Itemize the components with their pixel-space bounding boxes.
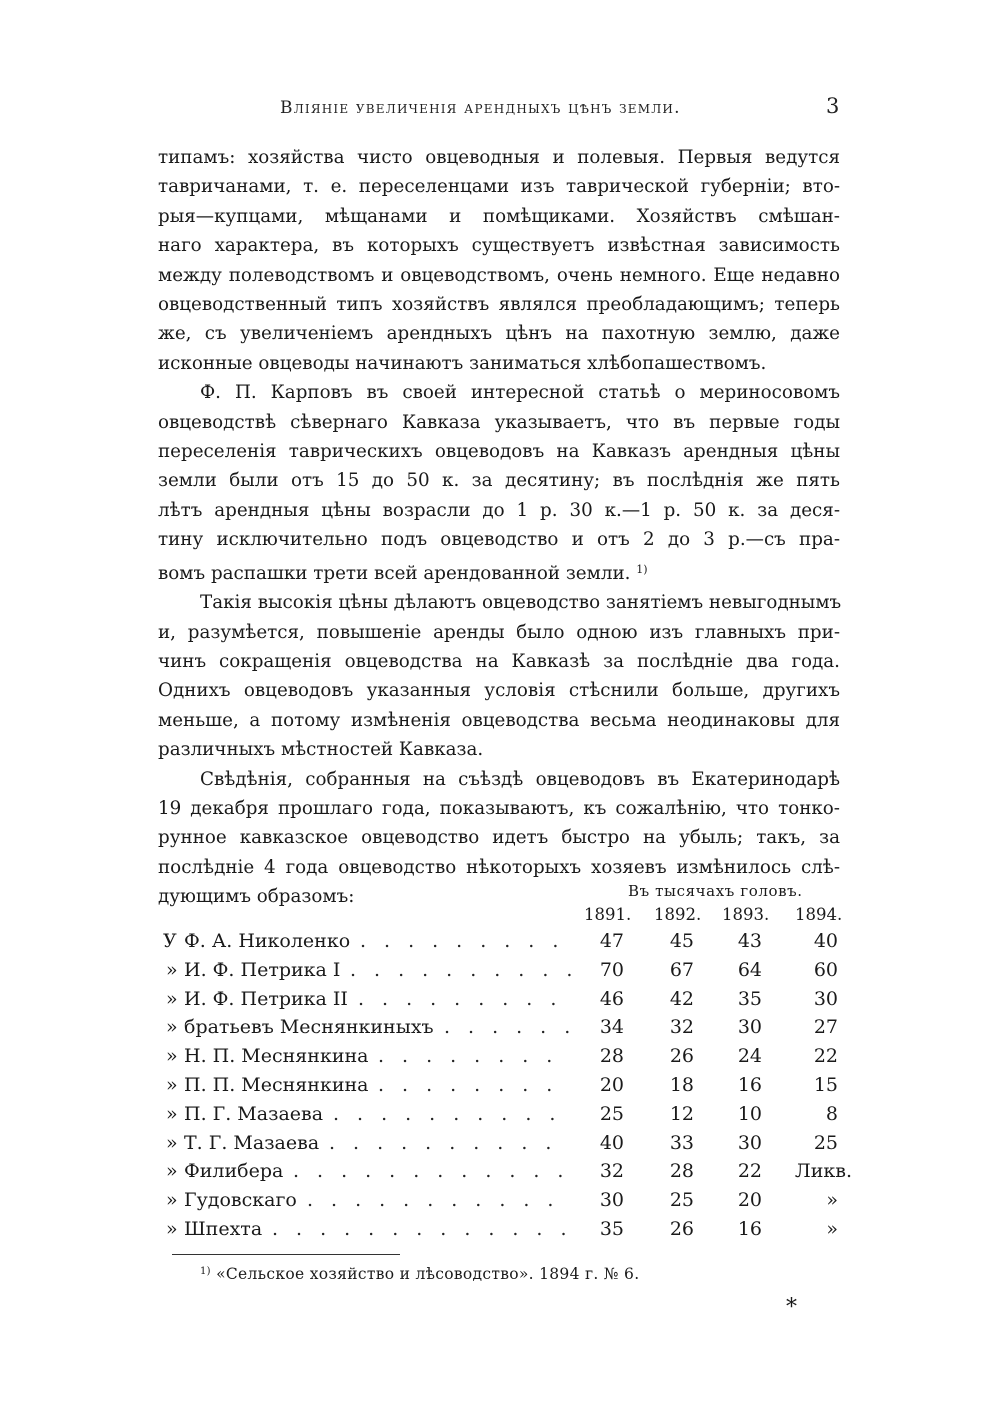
footnote-reference[interactable]: 1) [636, 562, 648, 576]
row-ditto-mark: » [166, 1131, 178, 1154]
cell-value-1893: 43 [737, 930, 762, 952]
text-line: послѣдніе 4 года овцеводство нѣкоторыхъ хозяевъ измѣнилось слѣ- [158, 856, 840, 878]
row-ditto-mark: У [163, 930, 177, 952]
table-row [0, 959, 1000, 987]
row-owner-name: Ф. А. Николенко [184, 930, 351, 952]
row-owner-name: Шпехта [184, 1218, 263, 1240]
paragraph-1 [158, 143, 840, 378]
footnote-text: «Сельское хозяйство и лѣсоводство». 1894 г. № 6. [216, 1265, 640, 1283]
text-line: Такія высокія цѣны дѣлаютъ овцеводство занятіемъ невыгоднымъ [200, 592, 842, 614]
cell-value-1892: 45 [669, 930, 694, 952]
cell-value-1893: 16 [737, 1218, 762, 1240]
cell-value-1891: 28 [599, 1045, 624, 1068]
text-line-with-footnote [158, 555, 840, 588]
leader-dots: .......... [350, 958, 591, 981]
table-row [0, 1045, 1000, 1073]
row-ditto-mark: » [166, 1160, 178, 1183]
row-owner-name: Филибера [184, 1160, 284, 1183]
row-ditto-mark: » [166, 987, 178, 1010]
text-line: рыя—купцами, мѣщанами и помѣщиками. Хозяйствъ смѣшан- [158, 205, 840, 227]
cell-value-1892: 67 [669, 958, 694, 981]
row-owner-name: И. Ф. Петрика II [184, 987, 348, 1010]
cell-value-1893: 35 [737, 987, 762, 1010]
text-line: между полеводствомъ и овцеводствомъ, очень немного. Еще недавно [158, 264, 840, 286]
row-ditto-mark: » [166, 1189, 178, 1212]
row-ditto-mark: » [166, 1102, 178, 1125]
leader-dots: ........... [307, 1189, 572, 1212]
year-header: 1892. [654, 905, 702, 924]
text-line: 19 декабря прошлаго года, показываютъ, къ сожалѣнію, что тонко- [158, 797, 840, 819]
table-row [0, 1016, 1000, 1044]
cell-value-1892: 18 [669, 1074, 694, 1096]
cell-value-1893: 20 [737, 1189, 762, 1212]
row-owner-name: братьевъ Меснянкиныхъ [184, 1016, 434, 1039]
table-row [0, 1189, 1000, 1217]
cell-value-1894: Ликв. [794, 1160, 852, 1183]
cell-value-1894: 25 [813, 1131, 838, 1154]
text-line: переселенія таврическихъ овцеводовъ на Кавказъ арендныя цѣны [158, 441, 840, 463]
row-ditto-mark: » [166, 1045, 178, 1068]
cell-value-1891: 34 [599, 1016, 624, 1039]
year-header: 1891. [584, 905, 632, 924]
cell-value-1891: 20 [599, 1074, 624, 1096]
text-line: исконные овцеводы начинаютъ заниматься хлѣбопашествомъ. [158, 352, 767, 374]
table-row [0, 988, 1000, 1016]
cell-value-1893: 22 [737, 1160, 762, 1183]
paragraph-3 [158, 588, 840, 764]
body-text [158, 143, 840, 912]
table-unit-caption: Въ тысячахъ головъ. [628, 882, 803, 900]
table-row [0, 1074, 1000, 1102]
cell-value-1894: 30 [813, 987, 838, 1010]
leader-dots: .......... [329, 1131, 570, 1154]
row-owner-name: П. П. Меснянкина [184, 1074, 369, 1096]
year-header: 1893. [722, 905, 770, 924]
table-header-years [0, 905, 1000, 929]
cell-value-1892: 25 [669, 1189, 694, 1212]
table-row [0, 1160, 1000, 1188]
text-line: чинъ сокращенія овцеводства на Кавказѣ за послѣдніе два года. [158, 650, 840, 672]
text-line: меньше, а потому измѣненія овцеводства весьма неодинаковы для [158, 709, 840, 731]
text-line: же, съ увеличеніемъ арендныхъ цѣнъ на пахотную землю, даже [158, 323, 840, 345]
cell-value-1892: 33 [669, 1131, 694, 1154]
cell-value-1891: 40 [599, 1131, 624, 1154]
leader-dots: ........ [378, 1045, 571, 1068]
paragraph-2 [158, 378, 840, 588]
text-line: лѣтъ арендныя цѣны возрасли до 1 р. 30 к.—1 р. 50 к. за деся- [158, 499, 840, 521]
text-line: Однихъ овцеводовъ указанныя условія стѣснили больше, другихъ [158, 680, 840, 702]
cell-value-1894: 8 [825, 1102, 838, 1125]
cell-value-1894: » [826, 1189, 838, 1212]
footnote [200, 1265, 639, 1283]
cell-value-1891: 32 [599, 1160, 624, 1183]
running-title: Вліяніе увеличенія арендныхъ цѣнъ земли. [280, 98, 681, 118]
row-ditto-mark: » [166, 1218, 178, 1240]
text-line: наго характера, въ которыхъ существуетъ извѣстная зависимость [158, 235, 840, 257]
text-line: Ф. П. Карповъ въ своей интересной статьѣ о мериносовомъ [200, 382, 840, 404]
cell-value-1892: 32 [669, 1016, 694, 1039]
row-owner-name: И. Ф. Петрика I [184, 958, 341, 981]
leader-dots: ...... [444, 1016, 589, 1039]
text-line: рунное кавказское овцеводство идетъ быстро на убыль; такъ, за [158, 827, 840, 849]
cell-value-1893: 24 [737, 1045, 762, 1068]
cell-value-1893: 30 [737, 1131, 762, 1154]
footnote-divider [172, 1254, 400, 1255]
cell-value-1893: 16 [737, 1074, 762, 1096]
cell-value-1891: 47 [599, 930, 624, 952]
row-owner-name: П. Г. Мазаева [184, 1102, 324, 1125]
signature-mark: * [786, 1295, 797, 1320]
text-line: тавричанами, т. е. переселенцами изъ таврической губерніи; вто- [158, 176, 840, 198]
text-line: различныхъ мѣстностей Кавказа. [158, 739, 484, 761]
table-row [0, 1218, 1000, 1246]
cell-value-1891: 70 [599, 958, 624, 981]
text-fragment: вомъ распашки трети всей арендованной земли. [158, 562, 631, 584]
cell-value-1894: » [826, 1218, 838, 1240]
text-line: типамъ: хозяйства чисто овцеводныя и полевыя. Первыя ведутся [158, 147, 840, 168]
table-row [0, 1132, 1000, 1160]
text-line: дующимъ образомъ: [158, 886, 355, 908]
text-line: тину исключительно подъ овцеводство и отъ 2 до 3 р.—съ пра- [158, 529, 840, 551]
cell-value-1894: 15 [813, 1074, 838, 1096]
cell-value-1892: 26 [669, 1218, 694, 1240]
leader-dots: ........ [378, 1074, 571, 1096]
cell-value-1892: 42 [669, 987, 694, 1010]
cell-value-1894: 40 [813, 930, 838, 952]
leader-dots: ......... [360, 930, 577, 952]
text-line: и, разумѣется, повышеніе аренды было одною изъ главныхъ при- [158, 621, 840, 643]
cell-value-1893: 64 [737, 958, 762, 981]
row-ditto-mark: » [166, 1016, 178, 1039]
table-row [0, 930, 1000, 958]
text-line: овцеводствѣ сѣвернаго Кавказа указываетъ, что въ первые годы [158, 411, 840, 433]
cell-value-1891: 46 [599, 987, 624, 1010]
row-owner-name: Т. Г. Мазаева [184, 1131, 320, 1154]
cell-value-1891: 25 [599, 1102, 624, 1125]
cell-value-1893: 30 [737, 1016, 762, 1039]
row-owner-name: Гудовскаго [184, 1189, 297, 1212]
cell-value-1892: 12 [669, 1102, 694, 1125]
cell-value-1891: 35 [599, 1218, 624, 1240]
leader-dots: ......... [358, 987, 575, 1010]
text-line: овцеводственный типъ хозяйствъ являлся преобладающимъ; теперь [158, 294, 840, 316]
row-owner-name: Н. П. Меснянкина [184, 1045, 369, 1068]
cell-value-1894: 27 [813, 1016, 838, 1039]
row-ditto-mark: » [166, 1074, 178, 1096]
footnote-marker: 1) [200, 1266, 211, 1277]
cell-value-1894: 60 [813, 958, 838, 981]
page-number: 3 [826, 94, 840, 118]
cell-value-1894: 22 [813, 1045, 838, 1068]
leader-dots: .......... [333, 1102, 574, 1125]
row-ditto-mark: » [166, 958, 178, 981]
cell-value-1893: 10 [737, 1102, 762, 1125]
cell-value-1891: 30 [599, 1189, 624, 1212]
leader-dots: ............. [272, 1218, 585, 1240]
text-line: Свѣдѣнія, собранныя на съѣздѣ овцеводовъ въ Екатеринодарѣ [200, 768, 840, 790]
table-row [0, 1103, 1000, 1131]
text-line: земли были отъ 15 до 50 к. за десятину; въ послѣднія же пять [158, 470, 840, 492]
cell-value-1892: 26 [669, 1045, 694, 1068]
leader-dots: ............ [293, 1160, 582, 1183]
year-header: 1894. [795, 905, 843, 924]
cell-value-1892: 28 [669, 1160, 694, 1183]
